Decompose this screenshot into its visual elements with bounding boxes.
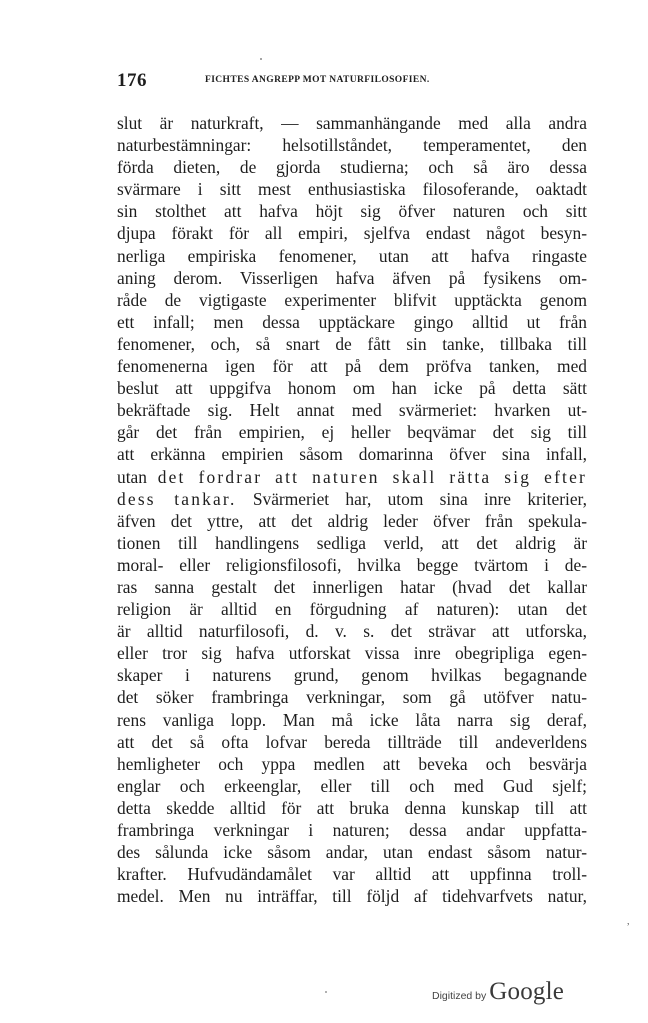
text-line: råde de vigtigaste experimenter blifvit upptäckta genom xyxy=(117,289,587,310)
spaced-emphasis: det fordrar att naturen skall rätta sig efter xyxy=(157,466,587,487)
text-line: skaper i naturens grund, genom hvilkas begagnande xyxy=(117,665,587,686)
text-line: slut är naturkraft, — sammanhängande med alla andra xyxy=(117,113,587,133)
body-text xyxy=(117,112,587,907)
text-line: fenomenerna igen för att på dem pröfva tanken, med xyxy=(117,356,587,377)
digitized-watermark xyxy=(432,976,564,1006)
text-line: är alltid naturfilosofi, d. v. s. det strävar att utforska, xyxy=(117,621,587,642)
text-line: aning derom. Visserligen hafva äfven på fysikens om- xyxy=(117,267,587,288)
text-line-emphasis xyxy=(117,488,587,510)
line-suffix: Svärmeriet har, utom sina inre kriterier, xyxy=(236,488,587,509)
text-line: moral- eller religionsfilosofi, hvilka begge tvärtom i de- xyxy=(117,554,587,575)
text-line: det söker frambringa verkningar, som gå utöfver natu- xyxy=(117,687,587,708)
text-line: svärmare i sitt mest enthusiastiska filosoferande, oaktadt xyxy=(117,179,587,200)
text-line: förda dieten, de gjorda studierna; och så äro dessa xyxy=(117,157,587,178)
text-line: naturbestämningar: helsotillståndet, temperamentet, den xyxy=(117,135,587,156)
text-line: sin stolthet att hafva höjt sig öfver naturen och sitt xyxy=(117,201,587,222)
page-header xyxy=(117,68,587,92)
text-line: frambringa verkningar i naturen; dessa andar uppfatta- xyxy=(117,820,587,840)
text-line: medel. Men nu inträffar, till följd af tidehvarfvets natur, xyxy=(117,886,587,907)
page-number: 176 xyxy=(117,70,147,91)
google-logo: Google xyxy=(489,978,565,1005)
text-line: nerliga empiriska fenomener, utan att hafva ringaste xyxy=(117,245,587,266)
text-line: fenomener, och, så snart de fått sin tanke, tillbaka till xyxy=(117,333,587,354)
running-head: FICHTES ANGREPP MOT NATURFILOSOFIEN. xyxy=(205,75,430,85)
margin-mark: , xyxy=(627,916,630,927)
text-line: religion är alltid en förgudning af naturen): utan det xyxy=(117,599,587,620)
text-line: att erkänna empirien såsom domarinna öfver sina infall, xyxy=(117,444,587,465)
text-line: detta skedde alltid för att bruka denna kunskap till att xyxy=(117,797,587,818)
text-line: ras sanna gestalt det innerligen hatar (hvad det kallar xyxy=(117,576,587,597)
text-line: rens vanliga lopp. Man må icke låta narra sig deraf, xyxy=(117,709,587,730)
line-prefix: utan xyxy=(117,466,158,487)
text-line: beslut att uppgifva honom om han icke på detta sätt xyxy=(117,378,587,399)
text-line: äfven det yttre, att det aldrig leder öfver från spekula- xyxy=(117,510,587,531)
specimen-dot xyxy=(260,58,262,60)
digitized-label: Digitized by xyxy=(432,990,487,1002)
text-line: krafter. Hufvudändamålet var alltid att uppfinna troll- xyxy=(117,864,587,885)
text-line: hemligheter och yppa medlen att beveka och besvärja xyxy=(117,753,587,774)
text-line: går det från empirien, ej heller beqvämar det sig till xyxy=(117,422,587,443)
spaced-emphasis: dess tankar. xyxy=(117,488,237,509)
text-line: ett infall; men dessa upptäckare gingo alltid ut från xyxy=(117,311,587,332)
text-line: eller tror sig hafva utforskat vissa inre obegripliga egen- xyxy=(117,643,587,664)
specimen-dot xyxy=(325,991,327,993)
text-line: att det så ofta lofvar bereda tillträde till andeverldens xyxy=(117,731,587,752)
text-line: djupa förakt för all empiri, sjelfva endast något besyn- xyxy=(117,223,587,244)
text-line: bekräftade sig. Helt annat med svärmeriet: hvarken ut- xyxy=(117,400,587,421)
text-line: englar och erkeenglar, eller till och med Gud sjelf; xyxy=(117,775,587,796)
text-line-emphasis xyxy=(117,466,587,488)
text-line: des sålunda icke såsom andar, utan endast såsom natur- xyxy=(117,842,587,863)
text-line: tionen till handlingens sedliga verld, att det aldrig är xyxy=(117,532,587,553)
